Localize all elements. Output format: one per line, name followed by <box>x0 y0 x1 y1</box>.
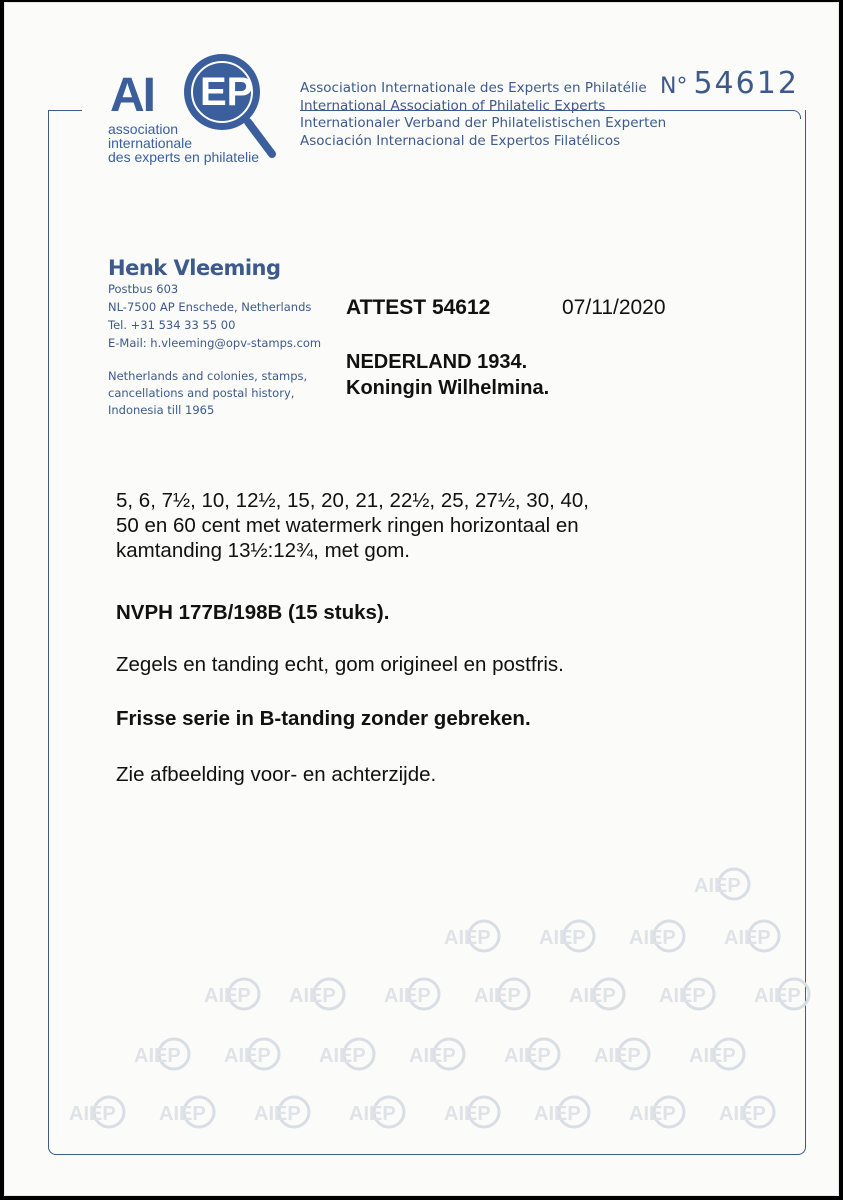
attest-title: ATTEST 54612 <box>346 296 491 319</box>
svg-text:AIEP: AIEP <box>629 927 676 949</box>
association-name-de: Internationaler Verband der Philatelistischen Experten <box>300 115 667 131</box>
expert-address-line: NL-7500 AP Enschede, Netherlands <box>108 300 312 314</box>
watermark-logo <box>474 979 529 1009</box>
association-names <box>300 80 666 150</box>
expert-block <box>108 256 321 352</box>
svg-text:AIEP: AIEP <box>444 927 491 949</box>
watermark-logo <box>569 979 624 1009</box>
svg-text:AIEP: AIEP <box>69 1103 116 1125</box>
stamp-description <box>116 488 716 563</box>
watermark-logo <box>689 1039 744 1069</box>
svg-text:AIEP: AIEP <box>594 1045 641 1067</box>
watermark-logo <box>444 1097 499 1127</box>
association-name-en: International Association of Philatelic Experts <box>300 97 606 114</box>
logo-sub-line: internationale <box>108 135 193 151</box>
svg-text:AIEP: AIEP <box>384 985 431 1007</box>
watermark-logo <box>659 979 714 1009</box>
description-line: 50 en 60 cent met watermerk ringen horizontaal en <box>116 514 579 537</box>
watermark-logo <box>534 1097 589 1127</box>
svg-text:AIEP: AIEP <box>349 1103 396 1125</box>
watermark-logo <box>539 921 594 951</box>
svg-text:AIEP: AIEP <box>689 1045 736 1067</box>
aiep-watermark-pattern <box>4 862 839 1162</box>
condition-statement: Frisse serie in B-tanding zonder gebreken. <box>116 707 531 730</box>
watermark-logo <box>629 921 684 951</box>
specialty-line: Indonesia till 1965 <box>108 403 215 417</box>
subject-line: NEDERLAND 1934. <box>346 351 528 373</box>
watermark-logo <box>384 979 439 1009</box>
subject-line: Koningin Wilhelmina. <box>346 377 550 399</box>
certificate-number <box>660 66 799 101</box>
watermark-logo <box>719 1097 774 1127</box>
expert-name: Henk Vleeming <box>108 256 281 280</box>
watermark-logo <box>69 1097 124 1127</box>
svg-text:AIEP: AIEP <box>289 985 336 1007</box>
expert-email: E-Mail: h.vleeming@opv-stamps.com <box>108 336 322 350</box>
svg-text:AIEP: AIEP <box>569 985 616 1007</box>
watermark-logo <box>444 921 499 951</box>
certificate-number-value: 54612 <box>693 66 799 101</box>
svg-text:AIEP: AIEP <box>719 1103 766 1125</box>
watermark-logo <box>254 1097 309 1127</box>
svg-text:AIEP: AIEP <box>159 1103 206 1125</box>
logo-ep-text: EP <box>200 70 254 114</box>
svg-text:AIEP: AIEP <box>474 985 521 1007</box>
watermark-logo <box>754 979 809 1009</box>
specialty-line: cancellations and postal history, <box>108 386 295 400</box>
watermark-logo <box>349 1097 404 1127</box>
authenticity-statement: Zegels en tanding echt, gom origineel en postfris. <box>116 653 564 676</box>
watermark-logo <box>594 1039 649 1069</box>
watermark-logo <box>159 1097 214 1127</box>
svg-text:AIEP: AIEP <box>134 1045 181 1067</box>
svg-text:AIEP: AIEP <box>444 1103 491 1125</box>
logo-subtitle <box>108 122 259 164</box>
attest-date: 07/11/2020 <box>562 296 666 319</box>
svg-text:AIEP: AIEP <box>254 1103 301 1125</box>
specialty-line: Netherlands and colonies, stamps, <box>108 369 308 383</box>
expert-phone: Tel. +31 534 33 55 00 <box>108 318 236 332</box>
svg-text:AIEP: AIEP <box>754 985 801 1007</box>
svg-text:AIEP: AIEP <box>534 1103 581 1125</box>
svg-text:AIEP: AIEP <box>539 927 586 949</box>
watermark-logo <box>724 921 779 951</box>
certificate-sheet <box>4 2 839 1196</box>
watermark-logo <box>409 1039 464 1069</box>
logo-sub-line: des experts en philatelie <box>108 149 259 165</box>
association-name-es: Asociación Internacional de Expertos Filatélicos <box>300 132 621 149</box>
certificate-number-label: N° <box>660 74 688 99</box>
logo-sub-line: association <box>108 121 179 137</box>
logo-ai-text: AI <box>110 69 154 122</box>
svg-text:AIEP: AIEP <box>724 927 771 949</box>
svg-text:AIEP: AIEP <box>319 1045 366 1067</box>
frame-top-left-segment <box>48 110 82 111</box>
svg-text:AIEP: AIEP <box>504 1045 551 1067</box>
watermark-logo <box>289 979 344 1009</box>
attest-subject <box>346 349 549 401</box>
watermark-logo <box>204 979 259 1009</box>
watermark-logo <box>224 1039 279 1069</box>
description-line: 5, 6, 7½, 10, 12½, 15, 20, 21, 22½, 25, 27½, 30, 40, <box>116 489 590 512</box>
aiep-logo <box>104 50 284 170</box>
svg-text:AIEP: AIEP <box>629 1103 676 1125</box>
association-name-fr: Association Internationale des Experts en Philatélie <box>300 80 647 96</box>
watermark-logo <box>504 1039 559 1069</box>
catalogue-reference: NVPH 177B/198B (15 stuks). <box>116 601 390 624</box>
watermark-logo <box>629 1097 684 1127</box>
attest-header <box>346 296 666 320</box>
svg-text:AIEP: AIEP <box>694 875 741 897</box>
watermark-logo <box>694 869 749 899</box>
svg-text:AIEP: AIEP <box>204 985 251 1007</box>
expert-specialty <box>108 368 307 419</box>
svg-text:AIEP: AIEP <box>224 1045 271 1067</box>
description-line: kamtanding 13½:12¾, met gom. <box>116 539 411 562</box>
watermark-logo <box>319 1039 374 1069</box>
svg-text:AIEP: AIEP <box>409 1045 456 1067</box>
watermark-logo <box>134 1039 189 1069</box>
image-reference: Zie afbeelding voor- en achterzijde. <box>116 763 437 786</box>
svg-text:AIEP: AIEP <box>659 985 706 1007</box>
expert-address-line: Postbus 603 <box>108 282 179 296</box>
